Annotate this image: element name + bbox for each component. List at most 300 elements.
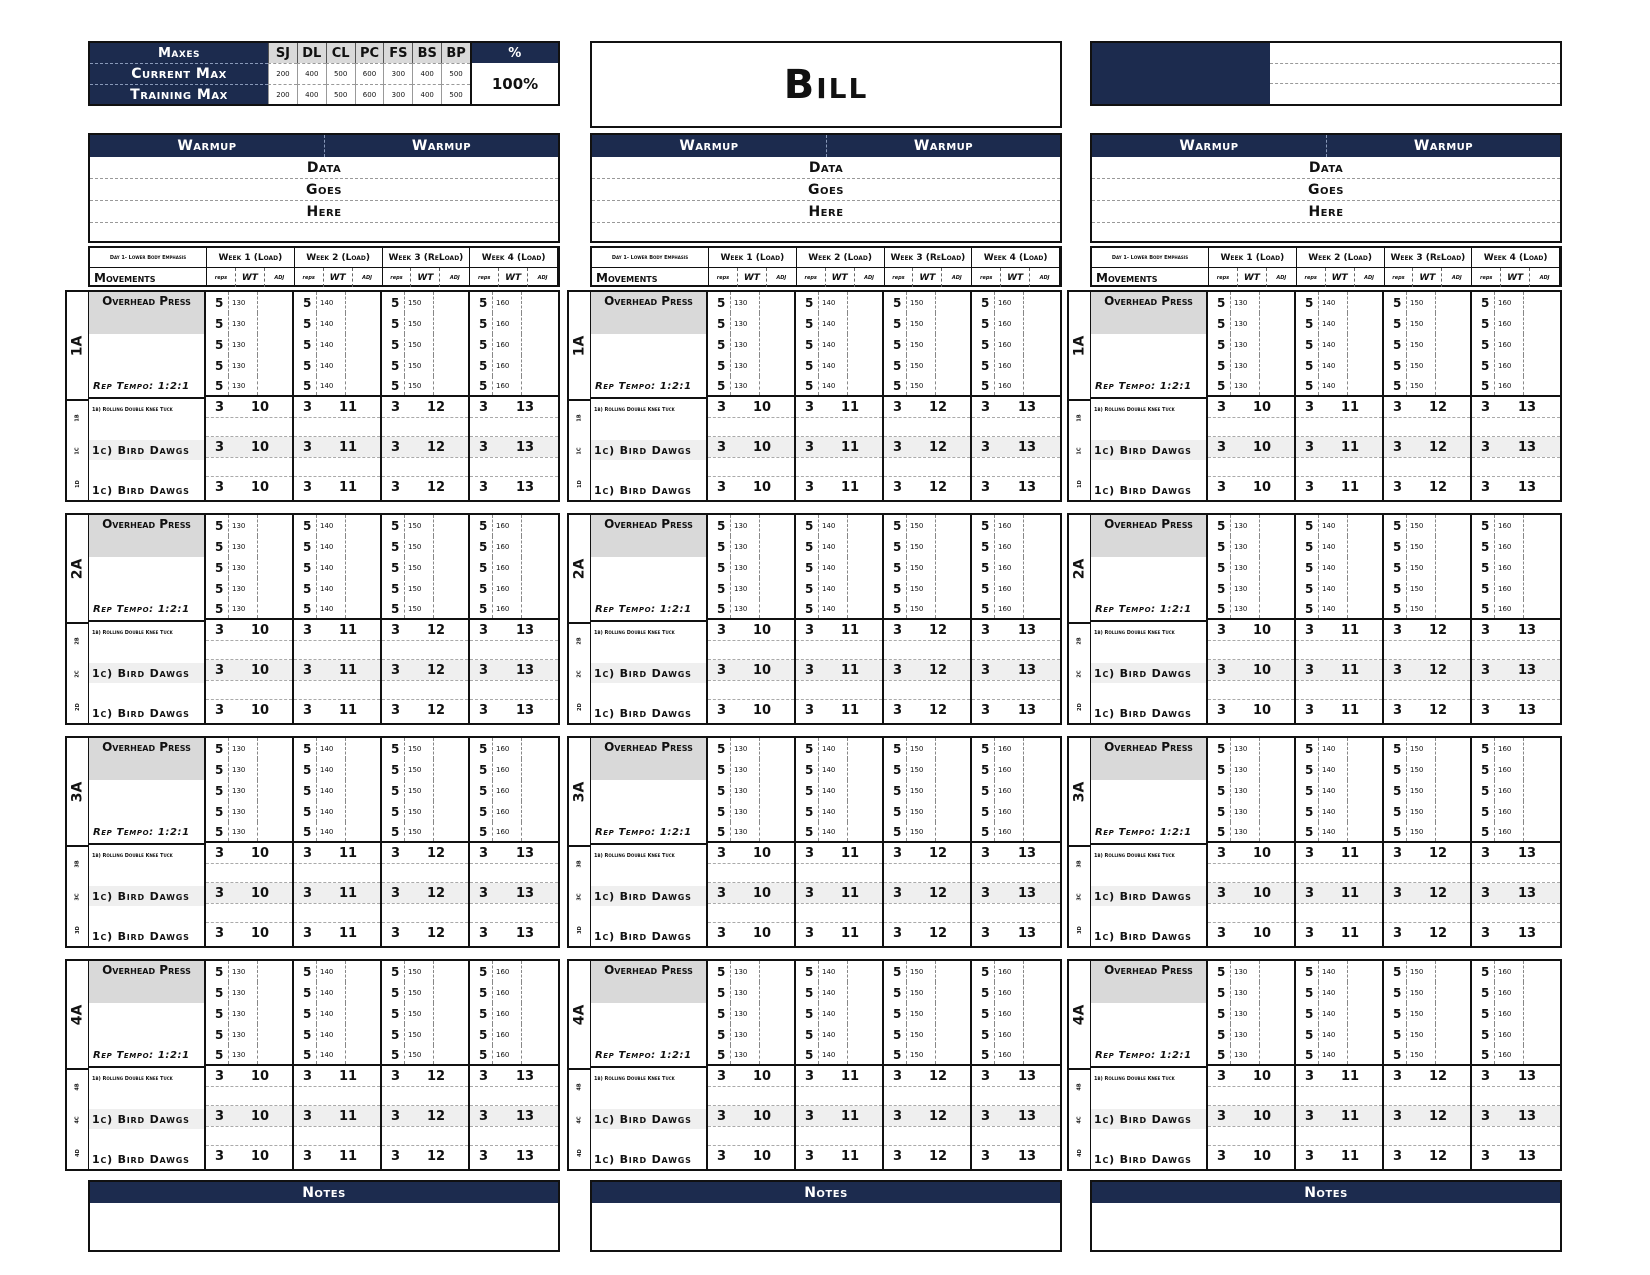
accessory-reps: 3 xyxy=(1217,845,1227,861)
set-reps: 5 xyxy=(1393,762,1402,777)
accessory-row xyxy=(1296,843,1382,863)
set-adjust xyxy=(1024,536,1060,557)
blank-row xyxy=(796,680,882,700)
block-sub-label xyxy=(1069,1136,1090,1169)
block-sub-label-text: 2C xyxy=(1076,669,1083,678)
accessory-row xyxy=(206,1106,292,1126)
set-weight: 140 xyxy=(316,292,346,313)
accessory-weight: 11 xyxy=(338,885,358,901)
set-adjust xyxy=(1260,313,1294,334)
set-weight: 160 xyxy=(1494,982,1524,1003)
main-set-row xyxy=(1384,355,1470,376)
training-max-value: 200 xyxy=(268,84,297,104)
set-reps: 5 xyxy=(717,601,726,616)
week-header: Week 4 (Load) xyxy=(470,248,558,268)
set-reps: 5 xyxy=(215,560,224,575)
set-adjust xyxy=(1260,557,1294,578)
blank-row xyxy=(972,1126,1060,1146)
set-reps: 5 xyxy=(1217,985,1226,1000)
set-adjust xyxy=(434,738,468,759)
block-main-label xyxy=(67,738,88,847)
accessory-reps: 3 xyxy=(893,439,903,455)
exercise-block xyxy=(65,959,560,1171)
blank-row xyxy=(1472,903,1560,923)
exercise-block xyxy=(1067,959,1562,1171)
week-header: Week 4 (Load) xyxy=(1472,248,1560,268)
set-reps: 5 xyxy=(1217,601,1226,616)
accessory-exercise: 1b) Rolling Double Knee Tuck xyxy=(92,852,173,859)
movement-column xyxy=(591,961,708,1169)
movement-column xyxy=(89,961,206,1169)
accessory-reps: 3 xyxy=(303,925,313,941)
set-weight: 150 xyxy=(404,759,434,780)
set-adjust xyxy=(936,1003,970,1024)
accessory-weight: 10 xyxy=(752,662,772,678)
main-set-row xyxy=(796,1003,882,1024)
accessory-weight: 13 xyxy=(515,399,535,415)
blank-row xyxy=(1384,1126,1470,1146)
accessory-row xyxy=(796,477,882,497)
main-set-row xyxy=(382,557,468,578)
blank-row xyxy=(708,863,794,883)
set-reps: 5 xyxy=(1393,295,1402,310)
main-set-row xyxy=(708,982,794,1003)
set-adjust xyxy=(1024,1024,1060,1045)
accessory-row xyxy=(470,883,558,903)
set-reps: 5 xyxy=(805,824,814,839)
set-reps: 5 xyxy=(981,295,990,310)
accessory-reps: 3 xyxy=(391,622,401,638)
accessory-row xyxy=(708,397,794,417)
current-max-value: 500 xyxy=(441,63,470,84)
accessory-row xyxy=(884,843,970,863)
exercise-block xyxy=(1067,513,1562,725)
set-adjust xyxy=(346,738,380,759)
set-adjust xyxy=(760,759,794,780)
set-adjust xyxy=(434,982,468,1003)
week-column xyxy=(206,961,294,1169)
accessory-reps: 3 xyxy=(1305,702,1315,718)
set-adjust xyxy=(1348,780,1382,801)
set-reps: 5 xyxy=(981,358,990,373)
set-adjust xyxy=(760,1045,794,1064)
block-sub-label-text: 1C xyxy=(1076,446,1083,455)
accessory-reps: 3 xyxy=(893,1148,903,1164)
set-weight: 150 xyxy=(404,292,434,313)
set-adjust xyxy=(936,801,970,822)
week-column xyxy=(972,292,1060,500)
set-adjust xyxy=(1348,313,1382,334)
set-adjust xyxy=(1260,961,1294,982)
set-weight: 150 xyxy=(1406,780,1436,801)
accessory-weight: 12 xyxy=(1428,1148,1448,1164)
accessory-weight: 13 xyxy=(1517,399,1537,415)
main-set-row xyxy=(1472,557,1560,578)
accessory-weight: 13 xyxy=(1517,439,1537,455)
main-set-row xyxy=(796,355,882,376)
spacer xyxy=(89,906,204,926)
set-reps: 5 xyxy=(1305,518,1314,533)
set-adjust xyxy=(258,376,292,395)
accessory-weight: 11 xyxy=(1340,1068,1360,1084)
set-weight: 150 xyxy=(906,738,936,759)
accessory-reps: 3 xyxy=(1217,439,1227,455)
block-sub-label xyxy=(1069,624,1090,657)
block-sub-label-text: 3B xyxy=(576,859,583,868)
set-adjust xyxy=(434,355,468,376)
set-weight: 150 xyxy=(404,1003,434,1024)
accessory-reps: 3 xyxy=(1217,1108,1227,1124)
set-reps: 5 xyxy=(893,804,902,819)
set-adjust xyxy=(760,376,794,395)
block-sub-label xyxy=(1069,657,1090,690)
set-weight: 130 xyxy=(1230,780,1260,801)
set-adjust xyxy=(936,355,970,376)
accessory-row xyxy=(206,660,292,680)
set-weight: 140 xyxy=(818,536,848,557)
set-weight: 160 xyxy=(994,599,1024,618)
set-reps: 5 xyxy=(717,824,726,839)
week-column xyxy=(1472,738,1560,946)
set-weight: 140 xyxy=(316,822,346,841)
main-set-row xyxy=(884,822,970,843)
accessory-row xyxy=(294,437,380,457)
set-adjust xyxy=(760,578,794,599)
training-max-label: Training Max xyxy=(90,84,268,104)
main-set-row xyxy=(1472,801,1560,822)
set-reps: 5 xyxy=(805,741,814,756)
set-reps: 5 xyxy=(1481,560,1490,575)
accessory-weight: 11 xyxy=(840,622,860,638)
set-weight: 140 xyxy=(316,982,346,1003)
accessory-weight: 12 xyxy=(426,662,446,678)
set-reps: 5 xyxy=(805,581,814,596)
accessory-exercise: 1b) Rolling Double Knee Tuck xyxy=(594,1075,675,1082)
set-reps: 5 xyxy=(479,804,488,819)
set-reps: 5 xyxy=(215,378,224,393)
main-set-row xyxy=(884,961,970,982)
blank-row xyxy=(1296,1126,1382,1146)
set-reps: 5 xyxy=(1305,358,1314,373)
accessory-reps: 3 xyxy=(717,479,727,495)
main-set-row xyxy=(884,536,970,557)
main-set-row xyxy=(294,599,380,620)
accessory-row xyxy=(972,700,1060,720)
movement-column xyxy=(591,515,708,723)
set-adjust xyxy=(522,1003,558,1024)
movement-column xyxy=(89,292,206,500)
blank-row xyxy=(1296,1086,1382,1106)
accessory-reps: 3 xyxy=(303,1148,313,1164)
accessory-reps: 3 xyxy=(717,399,727,415)
main-set-row xyxy=(294,780,380,801)
set-reps: 5 xyxy=(303,337,312,352)
accessory-exercise: 1b) Rolling Double Knee Tuck xyxy=(1094,852,1175,859)
accessory-weight: 10 xyxy=(752,925,772,941)
accessory-exercise: 1c) Bird Dawgs xyxy=(1091,886,1206,906)
set-adjust xyxy=(258,1024,292,1045)
accessory-reps: 3 xyxy=(215,845,225,861)
subheader-wt: WT xyxy=(913,268,942,287)
set-weight: 150 xyxy=(404,578,434,599)
set-weight: 160 xyxy=(1494,515,1524,536)
set-reps: 5 xyxy=(1217,804,1226,819)
set-reps: 5 xyxy=(303,783,312,798)
accessory-reps: 3 xyxy=(893,885,903,901)
main-set-row xyxy=(1384,376,1470,397)
main-set-row xyxy=(1208,376,1294,397)
movement-column xyxy=(1091,515,1208,723)
accessory-reps: 3 xyxy=(479,885,489,901)
set-reps: 5 xyxy=(479,1047,488,1062)
accessory-reps: 3 xyxy=(303,439,313,455)
accessory-row xyxy=(470,1106,558,1126)
blank-row xyxy=(1384,903,1470,923)
set-reps: 5 xyxy=(805,337,814,352)
main-set-row xyxy=(1472,313,1560,334)
main-set-row xyxy=(1296,1003,1382,1024)
accessory-reps: 3 xyxy=(479,399,489,415)
accessory-reps: 3 xyxy=(1481,702,1491,718)
blank-row xyxy=(294,1086,380,1106)
accessory-row xyxy=(470,1066,558,1086)
subheader-reps: reps xyxy=(383,268,412,287)
set-reps: 5 xyxy=(1393,804,1402,819)
rep-tempo: Rep Tempo: 1:2:1 xyxy=(591,334,706,399)
set-reps: 5 xyxy=(1481,985,1490,1000)
main-set-row xyxy=(796,313,882,334)
set-adjust xyxy=(346,292,380,313)
accessory-reps: 3 xyxy=(391,845,401,861)
set-reps: 5 xyxy=(1305,378,1314,393)
blank-row xyxy=(796,640,882,660)
subheader-wt: WT xyxy=(738,268,767,287)
block-sub-label xyxy=(1069,401,1090,434)
set-weight: 140 xyxy=(1318,759,1348,780)
accessory-weight: 10 xyxy=(1252,925,1272,941)
accessory-reps: 3 xyxy=(1481,845,1491,861)
set-adjust xyxy=(434,557,468,578)
set-reps: 5 xyxy=(1481,1027,1490,1042)
set-weight: 150 xyxy=(1406,292,1436,313)
lift-code-fs: FS xyxy=(383,43,412,63)
accessory-reps: 3 xyxy=(303,885,313,901)
main-set-row xyxy=(1296,376,1382,397)
main-set-row xyxy=(294,334,380,355)
accessory-row xyxy=(1208,923,1294,943)
notes-header: Notes xyxy=(90,1182,558,1203)
set-reps: 5 xyxy=(1481,358,1490,373)
set-reps: 5 xyxy=(1393,783,1402,798)
set-reps: 5 xyxy=(1305,741,1314,756)
set-reps: 5 xyxy=(981,378,990,393)
blank-row xyxy=(1384,417,1470,437)
set-weight: 150 xyxy=(906,1045,936,1064)
accessory-weight: 13 xyxy=(1517,622,1537,638)
set-weight: 150 xyxy=(404,961,434,982)
exercise-block xyxy=(567,290,1062,502)
movement-column xyxy=(1091,292,1208,500)
accessory-reps: 3 xyxy=(215,399,225,415)
accessory-row xyxy=(294,1066,380,1086)
set-adjust xyxy=(346,801,380,822)
blank-row xyxy=(470,1086,558,1106)
set-adjust xyxy=(936,759,970,780)
set-weight: 150 xyxy=(404,376,434,395)
accessory-weight: 13 xyxy=(515,1108,535,1124)
block-sub-label xyxy=(569,847,590,880)
set-weight: 150 xyxy=(1406,334,1436,355)
accessory-weight: 12 xyxy=(426,885,446,901)
main-set-row xyxy=(1208,1045,1294,1066)
blank-row xyxy=(1472,680,1560,700)
set-reps: 5 xyxy=(1217,560,1226,575)
main-set-row xyxy=(796,1024,882,1045)
set-weight: 140 xyxy=(1318,1003,1348,1024)
set-weight: 140 xyxy=(818,578,848,599)
subheader-adj: ADJ xyxy=(1539,274,1550,281)
accessory-row xyxy=(708,700,794,720)
subheader-reps: reps xyxy=(972,268,1001,287)
accessory-row xyxy=(708,437,794,457)
block-main-label xyxy=(569,961,590,1070)
set-reps: 5 xyxy=(1305,762,1314,777)
week-column xyxy=(708,961,796,1169)
block-label-text: 2A xyxy=(69,558,86,579)
set-adjust xyxy=(848,599,882,618)
spacer xyxy=(591,906,706,926)
set-adjust xyxy=(1024,780,1060,801)
accessory-weight: 12 xyxy=(426,399,446,415)
blank-row xyxy=(708,903,794,923)
set-adjust xyxy=(1260,599,1294,618)
warmup-line: Data xyxy=(90,157,558,179)
set-adjust xyxy=(760,822,794,841)
week-subheader xyxy=(885,268,973,287)
set-adjust xyxy=(258,1045,292,1064)
set-reps: 5 xyxy=(215,824,224,839)
main-set-row xyxy=(1296,578,1382,599)
set-adjust xyxy=(936,982,970,1003)
main-set-row xyxy=(796,759,882,780)
main-set-row xyxy=(294,738,380,759)
accessory-row xyxy=(470,620,558,640)
main-set-row xyxy=(1296,292,1382,313)
set-weight: 140 xyxy=(818,759,848,780)
set-reps: 5 xyxy=(1393,560,1402,575)
accessory-weight: 12 xyxy=(928,885,948,901)
set-adjust xyxy=(434,536,468,557)
set-reps: 5 xyxy=(1481,581,1490,596)
exercise-block xyxy=(567,736,1062,948)
set-weight: 160 xyxy=(1494,738,1524,759)
set-weight: 160 xyxy=(994,738,1024,759)
set-reps: 5 xyxy=(1481,601,1490,616)
spacer xyxy=(1091,866,1206,886)
accessory-row xyxy=(1384,883,1470,903)
set-weight: 130 xyxy=(730,738,760,759)
week-column xyxy=(294,738,382,946)
maxes-header: Maxes xyxy=(90,43,268,63)
accessory-reps: 3 xyxy=(1393,399,1403,415)
set-reps: 5 xyxy=(1305,804,1314,819)
set-adjust xyxy=(258,313,292,334)
accessory-weight: 11 xyxy=(1340,925,1360,941)
main-set-row xyxy=(972,536,1060,557)
set-reps: 5 xyxy=(215,337,224,352)
warmup-line: Data xyxy=(592,157,1060,179)
set-reps: 5 xyxy=(303,560,312,575)
set-adjust xyxy=(522,801,558,822)
accessory-weight: 11 xyxy=(338,399,358,415)
main-set-row xyxy=(470,578,558,599)
set-reps: 5 xyxy=(1217,316,1226,331)
main-set-row xyxy=(884,1045,970,1066)
main-set-row xyxy=(382,536,468,557)
week-header: Week 4 (Load) xyxy=(972,248,1060,268)
block-sub-label xyxy=(67,467,88,500)
blank-row xyxy=(796,417,882,437)
set-adjust xyxy=(1024,313,1060,334)
accessory-row xyxy=(382,923,468,943)
warmup-title: Warmup xyxy=(177,138,237,154)
warmup-panel xyxy=(590,133,1062,243)
set-adjust xyxy=(848,1003,882,1024)
accessory-row xyxy=(206,437,292,457)
accessory-reps: 3 xyxy=(391,399,401,415)
accessory-weight: 10 xyxy=(752,1068,772,1084)
set-adjust xyxy=(1436,801,1470,822)
set-reps: 5 xyxy=(893,601,902,616)
set-reps: 5 xyxy=(215,1006,224,1021)
week-column xyxy=(972,738,1060,946)
block-sub-label xyxy=(1069,467,1090,500)
set-reps: 5 xyxy=(981,316,990,331)
blank-row xyxy=(884,457,970,477)
accessory-row xyxy=(382,397,468,417)
set-weight: 130 xyxy=(730,961,760,982)
set-weight: 140 xyxy=(316,961,346,982)
set-adjust xyxy=(434,759,468,780)
accessory-row xyxy=(294,620,380,640)
set-weight: 160 xyxy=(492,801,522,822)
accessory-reps: 3 xyxy=(981,439,991,455)
accessory-row xyxy=(796,843,882,863)
exercise-name: Overhead Press xyxy=(1091,292,1206,334)
set-reps: 5 xyxy=(1393,1027,1402,1042)
main-set-row xyxy=(1296,313,1382,334)
set-adjust xyxy=(1524,334,1560,355)
accessory-weight: 12 xyxy=(1428,925,1448,941)
accessory-row xyxy=(294,660,380,680)
set-adjust xyxy=(1436,961,1470,982)
accessory-exercise: 1b) Rolling Double Knee Tuck xyxy=(1094,629,1175,636)
accessory-reps: 3 xyxy=(215,1108,225,1124)
main-set-row xyxy=(1472,961,1560,982)
main-set-row xyxy=(796,1045,882,1066)
block-sub-label xyxy=(569,467,590,500)
set-reps: 5 xyxy=(479,581,488,596)
training-max-value: 600 xyxy=(355,84,384,104)
set-weight: 130 xyxy=(730,599,760,618)
exercise-name: Overhead Press xyxy=(89,961,204,1003)
set-adjust xyxy=(346,982,380,1003)
day-label: Day 1- Lower Body Emphasis xyxy=(1092,248,1209,268)
week-column xyxy=(1296,738,1384,946)
main-set-row xyxy=(708,536,794,557)
main-set-row xyxy=(382,780,468,801)
accessory-weight: 13 xyxy=(1017,662,1037,678)
